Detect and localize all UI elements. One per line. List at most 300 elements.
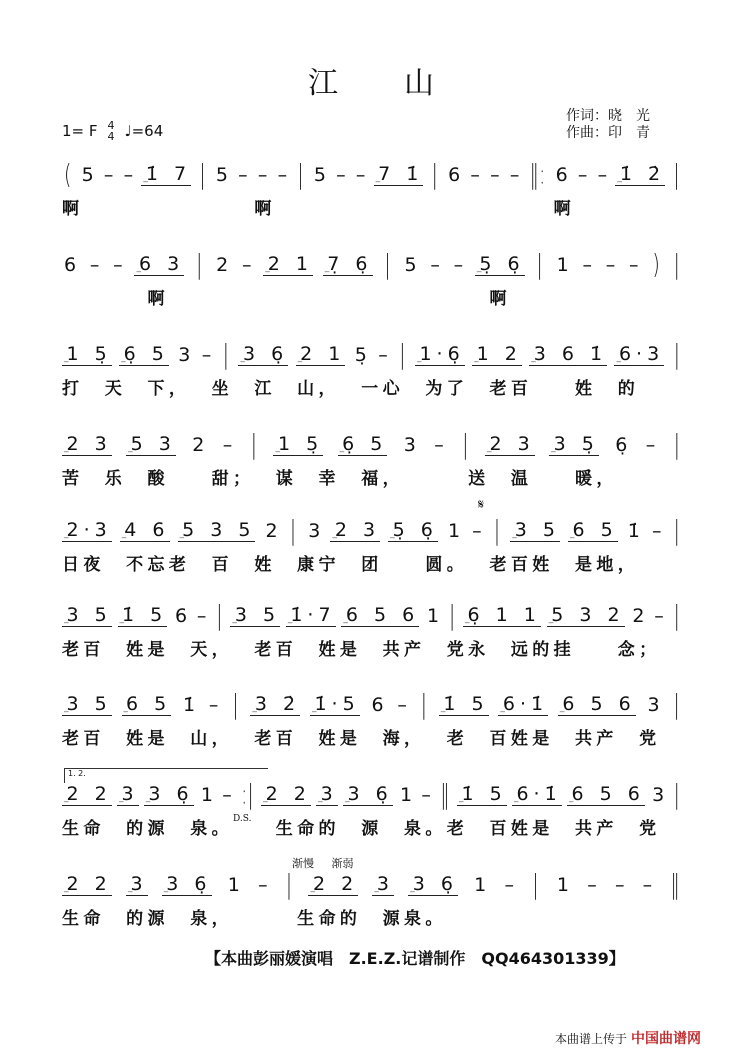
lyric-char: [105, 814, 126, 836]
lyric-char: 山: [190, 729, 208, 749]
system-2: [62, 249, 682, 309]
lyric-char: [596, 194, 617, 216]
lyric-char: 啊: [553, 199, 571, 219]
barline: |: [195, 249, 203, 281]
lyric-char: [383, 284, 404, 306]
beamed-note-group: _2 1: [297, 343, 346, 365]
lyric-char: [383, 814, 404, 836]
lyric-char: 源: [361, 819, 379, 839]
beamed-note-group: _6·3: [616, 343, 665, 365]
beamed-note-group: _3 6̣: [345, 783, 393, 805]
lyric-char: [575, 635, 596, 657]
lyric-char: [190, 284, 211, 306]
lyric-char: [447, 904, 468, 926]
barline: |: [493, 515, 501, 547]
barline: |: [462, 429, 469, 461]
lyric-char: 的: [126, 819, 144, 839]
lyric-char: [276, 374, 297, 396]
beamed-note-group: _1̇ 5: [119, 604, 168, 626]
lyric-char: ，: [382, 469, 400, 489]
note: –: [453, 254, 464, 276]
lyric-char: [276, 194, 297, 216]
barline: |: [673, 159, 680, 191]
lyric-char: ，: [211, 640, 229, 660]
lyric-char: [468, 284, 489, 306]
lyric-char: [212, 194, 233, 216]
lyric-char: [361, 194, 382, 216]
lyric-char: [661, 904, 682, 926]
lyric-char: ；: [233, 469, 250, 489]
lyric-char: [468, 724, 489, 746]
footer-credit: 【本曲彭丽媛演唱 Z.E.Z.记谱制作 QQ464301339】: [205, 949, 625, 968]
lyric-char: 的: [126, 909, 144, 929]
beamed-note-group: _2 2: [263, 783, 311, 805]
lyric-char: [639, 284, 660, 306]
notes-line: [62, 869, 682, 901]
lyric-char: [532, 374, 553, 396]
lyric-char: 永: [468, 640, 486, 660]
lyric-char: [340, 550, 361, 572]
lyric-char: [554, 724, 575, 746]
beamed-note-group: _6 5 6: [559, 693, 636, 715]
barline: |: [532, 869, 539, 901]
lyric-char: [148, 194, 169, 216]
lyric-char: 命: [297, 819, 315, 839]
lyric-char: [618, 464, 639, 486]
lyric-char: [447, 284, 468, 306]
system-3: [62, 339, 682, 399]
lyric-char: [425, 194, 446, 216]
lyric-char: [468, 550, 489, 572]
lyric-char: 产: [596, 819, 614, 839]
barline: |: [536, 249, 543, 281]
lyric-char: [190, 464, 211, 486]
system-4: [62, 429, 682, 489]
lyric-char: [105, 635, 126, 657]
note: 1: [227, 874, 240, 896]
note: 6: [64, 254, 77, 276]
lyric-char: [105, 194, 126, 216]
lyric-char: 泉: [190, 909, 208, 929]
lyric-char: 江: [254, 379, 272, 399]
lyric-char: 啊: [489, 289, 507, 309]
lyric-char: [383, 550, 404, 572]
beamed-note-group: _6 5 6: [343, 604, 420, 626]
note: –: [421, 784, 431, 806]
beamed-note-group: _6·1̇: [513, 783, 562, 805]
system-7: [62, 689, 682, 749]
lyric-char: 是: [532, 819, 550, 839]
beamed-note-group: _2·3: [64, 519, 112, 541]
lyric-char: [190, 550, 211, 572]
lyric-char: [490, 904, 511, 926]
note: –: [654, 605, 664, 627]
note: 2: [216, 254, 229, 276]
lyric-char: [596, 635, 617, 657]
lyric-char: 地: [596, 555, 614, 575]
beamed-note-group: _1̇ 5: [458, 783, 507, 805]
dynamics-text: 渐慢 渐弱: [292, 857, 354, 870]
lyric-char: [596, 374, 617, 396]
note: 1: [200, 784, 213, 806]
lyric-char: [233, 724, 254, 746]
beamed-note-group: _6·1̇: [500, 693, 549, 715]
lyric-char: 啊: [62, 199, 79, 219]
lyric-char: [276, 284, 297, 306]
lyric-char: [297, 194, 318, 216]
lyric-char: [554, 814, 575, 836]
lyric-char: [554, 284, 575, 306]
beamed-note-group: _3 2̇: [252, 693, 301, 715]
lyric-char: [276, 904, 297, 926]
barline: |: [673, 689, 680, 721]
lyric-char: [105, 284, 126, 306]
lyric-char: [169, 724, 190, 746]
beamed-note-group: _6̣ 5: [121, 343, 169, 365]
lyric-char: [554, 464, 575, 486]
lyric-char: 姓: [532, 555, 550, 575]
lyric-char: [254, 904, 275, 926]
lyric-char: [319, 194, 340, 216]
lyric-char: 共: [575, 819, 592, 839]
lyric-char: [276, 550, 297, 572]
lyric-char: 命: [83, 819, 101, 839]
barline: |: [250, 429, 258, 461]
lyric-char: [361, 284, 382, 306]
watermark: [555, 1028, 701, 1048]
lyric-char: 生: [62, 819, 79, 839]
note: 1: [474, 874, 487, 896]
beamed-note-group: _2 3: [486, 433, 535, 455]
lyric-char: [447, 194, 468, 216]
lyric-char: 不: [126, 555, 144, 575]
lyric-char: [83, 374, 104, 396]
lyric-char: 姓: [126, 729, 144, 749]
lyric-char: [126, 194, 147, 216]
lyric-char: 忘: [147, 555, 165, 575]
beamed-note-group: _1̇·5: [311, 693, 360, 715]
lyric-char: 百: [83, 640, 101, 660]
lyric-char: 百: [510, 555, 528, 575]
lyric-char: 夜: [83, 555, 101, 575]
note: –: [123, 164, 134, 186]
lyric-char: [532, 904, 553, 926]
key-tempo: [62, 120, 163, 142]
lyric-char: 天: [104, 379, 122, 399]
lyric-char: 源: [147, 909, 165, 929]
lyric-char: [105, 550, 126, 572]
note: –: [629, 254, 639, 276]
lyric-char: [83, 284, 104, 306]
beamed-note-group: _5̣ 6̣: [390, 519, 438, 541]
lyricist: 作词：晓 光: [566, 108, 650, 124]
system-9: [62, 869, 682, 929]
note: 1̇: [183, 694, 196, 716]
beamed-note-group: _1̇ 5: [440, 693, 489, 715]
lyric-char: 福: [361, 469, 379, 489]
lyric-char: 源: [382, 909, 400, 929]
lyric-char: 姓: [254, 555, 272, 575]
beamed-note-group: _2 3: [332, 519, 381, 541]
lyric-char: [490, 635, 511, 657]
note: –: [258, 874, 268, 896]
notes-line: [62, 159, 682, 191]
note: –: [113, 254, 123, 276]
note: 6: [555, 164, 568, 186]
lyric-char: 啊: [147, 289, 165, 309]
lyric-char: [661, 724, 682, 746]
note: –: [642, 874, 653, 896]
lyric-char: [340, 814, 361, 836]
lyric-char: 姓: [575, 379, 592, 399]
barline: |: [297, 159, 304, 191]
lyric-char: [661, 284, 682, 306]
lyric-char: 共: [575, 729, 592, 749]
lyric-char: 姓: [510, 819, 528, 839]
beamed-note-group: _2 2: [310, 873, 359, 895]
lyric-char: [511, 284, 532, 306]
lyric-char: 。: [425, 819, 443, 839]
note: 1̇: [627, 520, 640, 542]
lyric-char: [468, 904, 489, 926]
note: 2: [192, 434, 205, 456]
note: –: [196, 605, 207, 627]
lyric-char: 是: [532, 729, 550, 749]
lyric-char: [169, 284, 190, 306]
note: –: [614, 874, 625, 896]
note: –: [242, 254, 252, 276]
lyric-char: [126, 284, 147, 306]
beamed-note-group: _3 6 1̇: [531, 343, 608, 365]
song-title: 江 山: [308, 66, 436, 101]
note: 1: [556, 874, 569, 896]
lyric-char: 老: [254, 729, 272, 749]
lyric-char: ，: [211, 909, 229, 929]
beamed-note-group: _3: [127, 873, 148, 895]
lyric-char: 百: [275, 729, 293, 749]
lyric-char: [661, 635, 682, 657]
lyric-char: [554, 550, 575, 572]
lyric-char: [169, 635, 190, 657]
lyrics-line: [62, 904, 682, 929]
lyric-char: 老: [489, 555, 507, 575]
lyric-char: [83, 464, 104, 486]
lyric-char: [618, 814, 639, 836]
note: –: [397, 694, 407, 716]
lyric-char: [233, 635, 254, 657]
lyric-char: 为: [425, 379, 443, 399]
note: –: [472, 520, 482, 542]
note: 3: [647, 694, 660, 716]
lyric-char: 命: [318, 909, 336, 929]
lyric-char: [404, 284, 425, 306]
lyric-char: [575, 284, 596, 306]
lyric-char: [105, 724, 126, 746]
note: –: [222, 784, 232, 806]
lyric-char: 的: [318, 819, 336, 839]
beamed-note-group: _2 2: [64, 783, 112, 805]
beamed-note-group: _3: [374, 873, 394, 895]
note: 1: [447, 520, 461, 542]
lyric-char: 百: [275, 640, 293, 660]
lyric-char: [190, 374, 211, 396]
note: 3: [178, 344, 191, 366]
lyric-char: 是: [339, 729, 357, 749]
lyric-char: [254, 814, 275, 836]
composer: 作曲：印 青: [566, 125, 650, 141]
lyric-char: 。: [425, 909, 443, 929]
note: –: [651, 520, 662, 542]
note: –: [577, 164, 588, 186]
lyric-char: [361, 635, 382, 657]
note: 3: [652, 784, 665, 806]
lyric-char: [575, 904, 596, 926]
lyric-char: 源: [147, 819, 165, 839]
lyric-char: 海: [382, 729, 400, 749]
note: –: [597, 164, 608, 186]
system-8: [62, 779, 682, 839]
lyric-char: [639, 464, 660, 486]
lyric-char: 姓: [318, 729, 336, 749]
note: –: [238, 164, 248, 186]
beamed-note-group: _3 5: [64, 693, 112, 715]
note: –: [582, 254, 592, 276]
time-top: 4: [107, 119, 115, 132]
beamed-note-group: _1̇ 7: [143, 163, 192, 185]
note: –: [645, 434, 656, 456]
lyric-char: 天: [190, 640, 208, 660]
beamed-note-group: _6 5 6: [568, 783, 645, 805]
lyric-char: [468, 374, 489, 396]
note: 5: [404, 254, 417, 276]
lyric-char: 康: [297, 555, 315, 575]
lyric-char: 百: [510, 379, 528, 399]
volta-bracket: 1. 2.: [64, 768, 268, 783]
lyric-char: 百: [489, 729, 507, 749]
lyric-char: [468, 814, 489, 836]
lyric-char: 的: [617, 379, 635, 399]
lyric-char: 泉: [190, 819, 208, 839]
beamed-note-group: _1 5̣: [64, 343, 112, 365]
lyric-char: 山: [297, 379, 315, 399]
lyric-char: 老: [168, 555, 186, 575]
beamed-note-group: _3 6̣: [163, 873, 212, 895]
lyric-char: 泉: [404, 909, 421, 929]
note: 1: [426, 605, 440, 627]
beamed-note-group: _5̣ 6̣: [476, 253, 525, 275]
lyric-char: [340, 464, 361, 486]
lyric-char: [105, 904, 126, 926]
lyric-char: [254, 464, 275, 486]
lyric-char: 。: [446, 555, 464, 575]
lyric-char: 挂: [553, 640, 571, 660]
beamed-note-group: _6 3: [136, 253, 185, 275]
lyric-char: 啊: [254, 199, 272, 219]
barline: ‖:: [529, 159, 546, 191]
note: –: [509, 164, 520, 186]
barline: |: [216, 600, 223, 632]
barline: |: [285, 869, 293, 901]
segno-sign: 𝄋: [478, 497, 485, 513]
lyric-char: 共: [382, 640, 400, 660]
beamed-note-group: _6 5: [123, 693, 172, 715]
beamed-note-group: _2 2: [64, 873, 112, 895]
beamed-note-group: _3 5: [232, 604, 281, 626]
note: –: [277, 164, 288, 186]
barline: (: [64, 159, 72, 191]
lyric-char: 产: [596, 729, 614, 749]
lyric-char: 日: [62, 555, 79, 575]
barline: |: [673, 429, 680, 461]
lyric-char: [233, 194, 254, 216]
lyric-char: 念: [617, 640, 635, 660]
dal-segno-mark: D.S.: [233, 814, 252, 824]
lyric-char: [361, 724, 382, 746]
lyrics-line: [62, 550, 682, 575]
note: 5: [215, 164, 228, 186]
lyric-char: [319, 284, 340, 306]
beamed-note-group: _3 5̣: [551, 433, 599, 455]
watermark-site: 中国曲谱网: [631, 1031, 702, 1047]
note: –: [504, 874, 514, 896]
lyric-char: [618, 724, 639, 746]
lyric-char: [233, 550, 254, 572]
note: –: [434, 434, 444, 456]
lyrics-line: [62, 464, 682, 489]
beamed-note-group: _7 1̇: [375, 163, 424, 185]
time-signature: [108, 120, 115, 142]
lyric-char: 苦: [62, 469, 79, 489]
lyric-char: [618, 904, 639, 926]
lyric-char: [404, 550, 425, 572]
lyric-char: [169, 814, 190, 836]
lyric-char: 远: [510, 640, 528, 660]
lyric-char: [404, 194, 425, 216]
lyric-char: 老: [446, 729, 464, 749]
lyric-char: [169, 464, 190, 486]
lyric-char: 百: [489, 819, 507, 839]
lyric-char: 命: [83, 909, 101, 929]
barline: ‖: [440, 779, 450, 811]
beamed-note-group: _6 5: [569, 519, 618, 541]
lyric-char: [425, 464, 446, 486]
note: –: [490, 164, 500, 186]
lyric-char: [532, 284, 553, 306]
barline: |: [673, 249, 680, 281]
lyric-char: [554, 904, 575, 926]
lyric-char: 暖: [575, 469, 592, 489]
time-bottom: 4: [107, 130, 115, 143]
lyric-char: [575, 194, 596, 216]
lyric-char: [169, 904, 190, 926]
notes-line: [62, 339, 682, 371]
note: 1: [400, 784, 413, 806]
lyric-char: [233, 284, 254, 306]
lyric-char: 党: [639, 729, 657, 749]
note: 1: [556, 254, 569, 276]
beamed-note-group: _6̣ 5: [339, 433, 388, 455]
note: –: [587, 874, 597, 896]
beamed-note-group: _1̇·7: [287, 604, 336, 626]
beamed-note-group: _3 5: [64, 604, 112, 626]
lyric-char: [297, 724, 318, 746]
system-6: [62, 600, 682, 660]
lyric-char: [83, 194, 104, 216]
beamed-note-group: _7̣ 6̣: [324, 253, 373, 275]
lyric-char: 宁: [318, 555, 336, 575]
lyric-char: [425, 724, 446, 746]
barline: |: [673, 339, 680, 371]
